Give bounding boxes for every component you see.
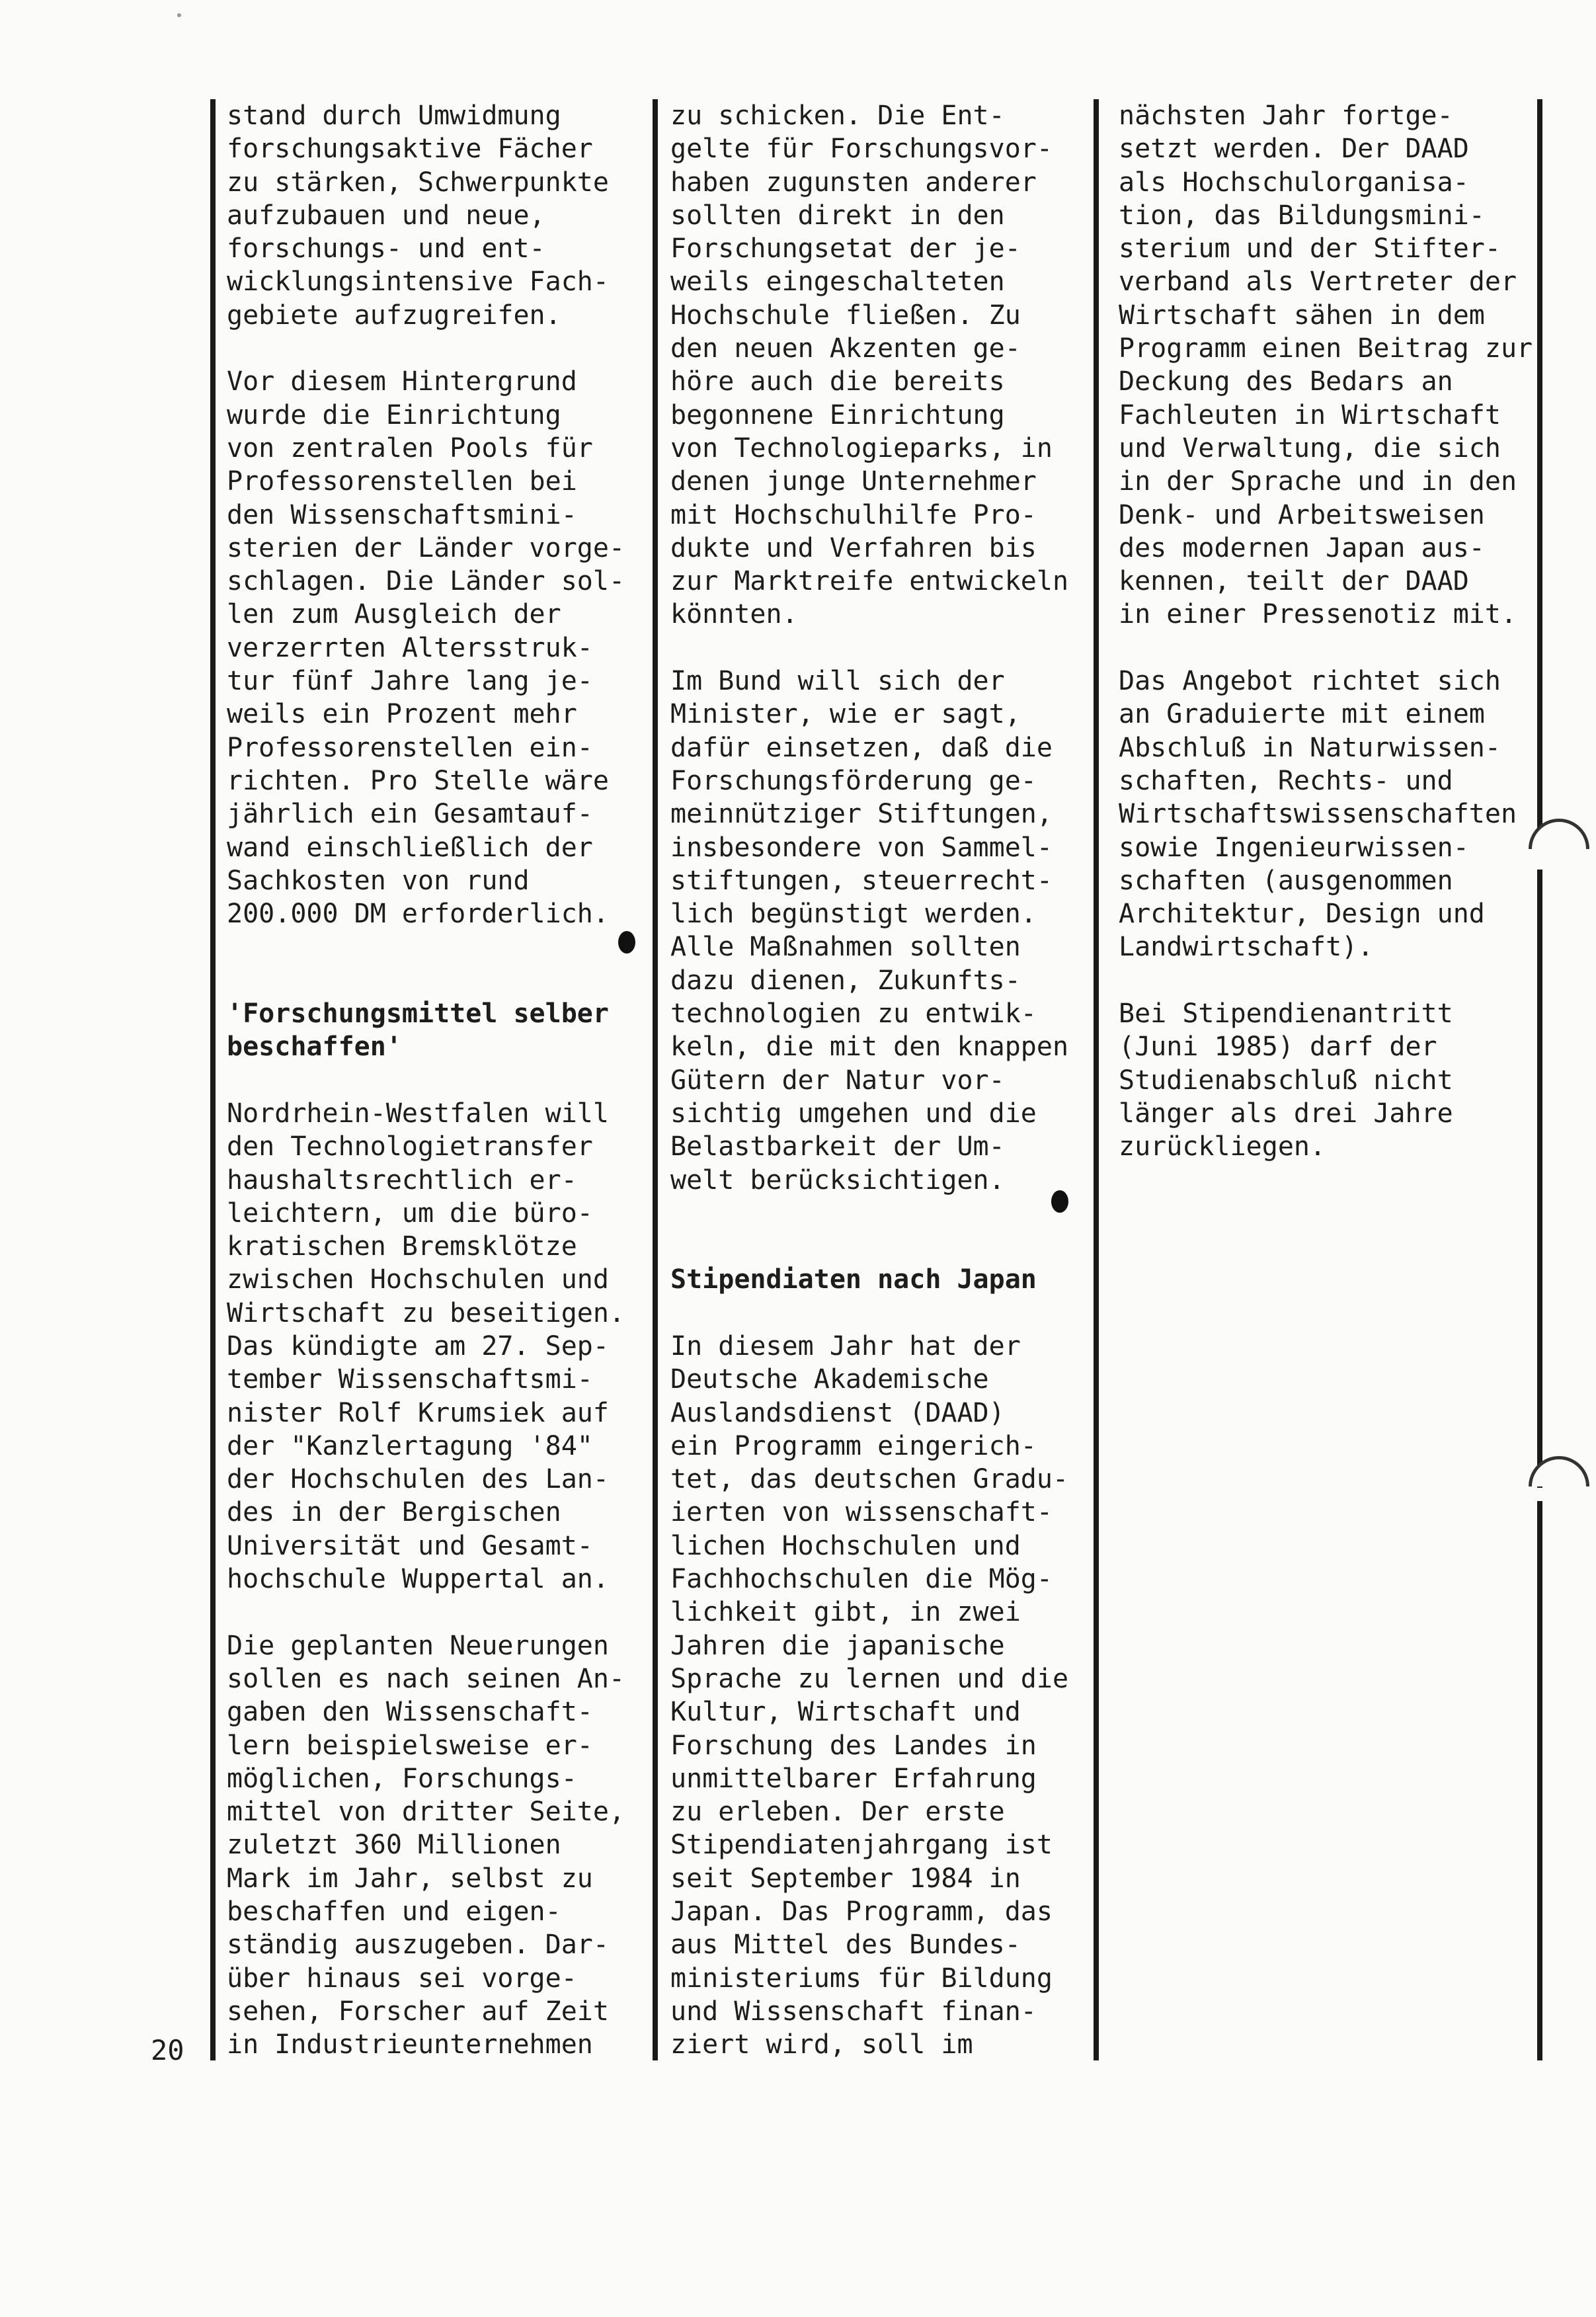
text-line: zu erleben. Der erste — [670, 1797, 1005, 1828]
text-line: sterium und der Stifter- — [1119, 233, 1501, 264]
text-line: höre auch die bereits — [670, 366, 1005, 397]
paragraph-gap — [227, 1596, 637, 1629]
paragraph-gap — [1119, 964, 1535, 997]
text-line: zuletzt 360 Millionen — [227, 1830, 561, 1861]
column-rule-right-middle — [1537, 870, 1542, 1488]
text-column-1 — [227, 99, 637, 2062]
text-line: Nordrhein-Westfalen will — [227, 1098, 609, 1129]
text-line: Die geplanten Neuerungen — [227, 1630, 609, 1661]
paragraph-gap — [227, 332, 637, 365]
text-line: (Juni 1985) darf der — [1119, 1032, 1437, 1063]
text-line: der Hochschulen des Lan- — [227, 1464, 609, 1495]
text-line: 200.000 DM erforderlich. — [227, 899, 609, 930]
text-line: schaften, Rechts- und — [1119, 765, 1453, 796]
text-line: verband als Vertreter der — [1119, 266, 1517, 298]
text-line: schaften (ausgenommen — [1119, 865, 1453, 896]
text-line: haben zugunsten anderer — [670, 167, 1037, 198]
paragraph-gap — [670, 1197, 1087, 1230]
column-rule-right-upper — [1537, 99, 1542, 840]
text-line: Stipendiatenjahrgang ist — [670, 1830, 1053, 1861]
text-line: sowie Ingenieurwissen- — [1119, 832, 1469, 863]
text-line: forschungsaktive Fächer — [227, 134, 593, 165]
text-line: Deutsche Akademische — [670, 1364, 989, 1395]
text-line: zu schicken. Die Ent- — [670, 101, 1005, 131]
text-line: tion, das Bildungsmini- — [1119, 200, 1485, 231]
text-line: Abschluß in Naturwissen- — [1119, 732, 1501, 763]
text-line: Architektur, Design und — [1119, 899, 1485, 930]
text-line: denen junge Unternehmer — [670, 466, 1037, 497]
text-line: an Graduierte mit einem — [1119, 699, 1485, 730]
text-line: weils ein Prozent mehr — [227, 699, 577, 730]
paper-speck — [177, 13, 181, 17]
text-line: Vor diesem Hintergrund — [227, 366, 577, 397]
text-line: in Industrieunternehmen — [227, 2029, 593, 2060]
text-column-3 — [1119, 99, 1535, 1164]
text-line: sichtig umgehen und die — [670, 1098, 1037, 1129]
text-line: begonnene Einrichtung — [670, 399, 1005, 430]
text-line: des modernen Japan aus- — [1119, 532, 1485, 563]
paragraph-gap — [227, 1064, 637, 1097]
text-line: Programm einen Beitrag zur — [1119, 333, 1533, 364]
column-rule-center-left — [653, 99, 658, 2060]
text-line: in einer Pressenotiz mit. — [1119, 599, 1517, 630]
text-line: meinnütziger Stiftungen, — [670, 799, 1053, 830]
text-line: Minister, wie er sagt, — [670, 699, 1021, 730]
text-line: zur Marktreife entwickeln — [670, 566, 1069, 597]
text-line: Im Bund will sich der — [670, 666, 1005, 697]
text-line: dafür einsetzen, daß die — [670, 732, 1053, 763]
text-line: ierten von wissenschaft- — [670, 1497, 1053, 1528]
text-line: beschaffen und eigen- — [227, 1896, 561, 1928]
text-line: Auslandsdienst (DAAD) — [670, 1397, 1005, 1428]
text-line: Professorenstellen ein- — [227, 732, 593, 763]
text-line: wicklungsintensive Fach- — [227, 266, 609, 298]
text-line: Mark im Jahr, selbst zu — [227, 1863, 593, 1894]
text-line: Deckung des Bedars an — [1119, 366, 1453, 397]
text-line: insbesondere von Sammel- — [670, 832, 1053, 863]
text-line: Das Angebot richtet sich — [1119, 666, 1501, 697]
text-line: Japan. Das Programm, das — [670, 1896, 1053, 1928]
text-line: Bei Stipendienantritt — [1119, 998, 1453, 1030]
text-line: Kultur, Wirtschaft und — [670, 1697, 1021, 1728]
paragraph-gap — [670, 1297, 1087, 1330]
text-line: könnten. — [670, 599, 798, 630]
text-line: den neuen Akzenten ge- — [670, 333, 1021, 364]
text-line: ständig auszugeben. Dar- — [227, 1930, 609, 1961]
text-line: von Technologieparks, in — [670, 432, 1053, 464]
text-line: Alle Maßnahmen sollten — [670, 932, 1021, 963]
text-line: lich begünstigt werden. — [670, 899, 1037, 930]
text-line: richten. Pro Stelle wäre — [227, 765, 609, 796]
column-rule-center-right — [1094, 99, 1099, 2060]
text-line: unmittelbarer Erfahrung — [670, 1763, 1037, 1794]
text-line: verzerrten Altersstruk- — [227, 632, 593, 663]
text-line: sollen es nach seinen An- — [227, 1663, 625, 1694]
text-line: jährlich ein Gesamtauf- — [227, 799, 593, 830]
text-line: ministeriums für Bildung — [670, 1963, 1053, 1994]
text-line: zwischen Hochschulen und — [227, 1264, 609, 1295]
text-line: lichen Hochschulen und — [670, 1530, 1021, 1561]
text-line: mit Hochschulhilfe Pro- — [670, 499, 1037, 530]
text-line: Hochschule fließen. Zu — [670, 300, 1021, 331]
text-line: und Verwaltung, die sich — [1119, 432, 1501, 464]
end-bullet-1 — [618, 931, 635, 954]
text-line: dazu dienen, Zukunfts- — [670, 965, 1021, 996]
text-line: Wirtschaft sähen in dem — [1119, 300, 1485, 331]
text-line: in der Sprache und in den — [1119, 466, 1517, 497]
text-line: ziert wird, soll im — [670, 2029, 973, 2060]
paragraph-gap — [227, 930, 637, 963]
text-line: Professorenstellen bei — [227, 466, 577, 497]
text-line: nister Rolf Krumsiek auf — [227, 1397, 609, 1428]
text-line: lichkeit gibt, in zwei — [670, 1597, 1021, 1628]
text-line: lern beispielsweise er- — [227, 1730, 593, 1761]
column-rule-right-lower — [1537, 1501, 1542, 2060]
text-line: keln, die mit den knappen — [670, 1032, 1069, 1063]
section-heading: beschaffen' — [227, 1032, 402, 1063]
text-line: den Wissenschaftsmini- — [227, 499, 577, 530]
text-line: Landwirtschaft). — [1119, 932, 1374, 963]
text-line: der "Kanzlertagung '84" — [227, 1430, 593, 1461]
page-number: 20 — [151, 2034, 184, 2066]
text-line: sollten direkt in den — [670, 200, 1005, 231]
text-line: nächsten Jahr fortge- — [1119, 101, 1453, 131]
paragraph-gap — [227, 964, 637, 997]
text-line: des in der Bergischen — [227, 1497, 561, 1528]
text-line: stand durch Umwidmung — [227, 101, 561, 131]
text-line: weils eingeschalteten — [670, 266, 1005, 298]
text-line: Belastbarkeit der Um- — [670, 1131, 1005, 1162]
text-line: haushaltsrechtlich er- — [227, 1164, 577, 1196]
text-line: tur fünf Jahre lang je- — [227, 666, 593, 697]
section-heading: Stipendiaten nach Japan — [670, 1264, 1037, 1295]
text-line: länger als drei Jahre — [1119, 1098, 1453, 1129]
text-column-2 — [670, 99, 1087, 2062]
text-line: technologien zu entwik- — [670, 998, 1037, 1030]
text-line: kratischen Bremsklötze — [227, 1231, 577, 1262]
text-line: zu stärken, Schwerpunkte — [227, 167, 609, 198]
text-line: Gütern der Natur vor- — [670, 1065, 1005, 1096]
text-line: Fachhochschulen die Mög- — [670, 1564, 1053, 1595]
end-bullet-2 — [1051, 1190, 1068, 1213]
text-line: sehen, Forscher auf Zeit — [227, 1996, 609, 2027]
text-line: mittel von dritter Seite, — [227, 1797, 625, 1828]
text-line: Forschungsetat der je- — [670, 233, 1021, 264]
text-line: Sachkosten von rund — [227, 865, 530, 896]
text-line: tember Wissenschaftsmi- — [227, 1364, 593, 1395]
text-line: aufzubauen und neue, — [227, 200, 545, 231]
text-line: Wirtschaft zu beseitigen. — [227, 1297, 625, 1328]
text-line: möglichen, Forschungs- — [227, 1763, 577, 1794]
paragraph-gap — [670, 631, 1087, 665]
text-line: Studienabschluß nicht — [1119, 1065, 1453, 1096]
text-line: zurückliegen. — [1119, 1131, 1326, 1162]
text-line: Denk- und Arbeitsweisen — [1119, 499, 1485, 530]
text-line: von zentralen Pools für — [227, 432, 593, 464]
text-line: Das kündigte am 27. Sep- — [227, 1330, 609, 1362]
text-line: gelte für Forschungsvor- — [670, 134, 1053, 165]
text-line: und Wissenschaft finan- — [670, 1996, 1037, 2027]
text-line: stiftungen, steuerrecht- — [670, 865, 1053, 896]
text-line: gaben den Wissenschaft- — [227, 1697, 593, 1728]
column-rule-left — [210, 99, 216, 2060]
section-heading: 'Forschungsmittel selber — [227, 998, 609, 1030]
text-line: leichtern, um die büro- — [227, 1198, 593, 1229]
text-line: Wirtschaftswissenschaften — [1119, 799, 1517, 830]
text-line: wand einschließlich der — [227, 832, 593, 863]
paragraph-gap — [670, 1230, 1087, 1263]
text-line: ein Programm eingerich- — [670, 1430, 1037, 1461]
text-line: Forschungsförderung ge- — [670, 765, 1037, 796]
text-line: forschungs- und ent- — [227, 233, 545, 264]
text-line: sterien der Länder vorge- — [227, 532, 625, 563]
text-line: wurde die Einrichtung — [227, 399, 561, 430]
text-line: seit September 1984 in — [670, 1863, 1021, 1894]
text-line: len zum Ausgleich der — [227, 599, 561, 630]
text-line: kennen, teilt der DAAD — [1119, 566, 1469, 597]
text-line: Fachleuten in Wirtschaft — [1119, 399, 1501, 430]
text-line: hochschule Wuppertal an. — [227, 1564, 609, 1595]
text-line: schlagen. Die Länder sol- — [227, 566, 625, 597]
text-line: den Technologietransfer — [227, 1131, 593, 1162]
text-line: In diesem Jahr hat der — [670, 1330, 1021, 1362]
text-line: gebiete aufzugreifen. — [227, 300, 561, 331]
text-line: Universität und Gesamt- — [227, 1530, 593, 1561]
text-line: dukte und Verfahren bis — [670, 532, 1037, 563]
text-line: über hinaus sei vorge- — [227, 1963, 577, 1994]
paragraph-gap — [1119, 631, 1535, 665]
text-line: Jahren die japanische — [670, 1630, 1005, 1661]
text-line: als Hochschulorganisa- — [1119, 167, 1469, 198]
text-line: welt berücksichtigen. — [670, 1164, 1005, 1196]
text-line: tet, das deutschen Gradu- — [670, 1464, 1069, 1495]
text-line: Forschung des Landes in — [670, 1730, 1037, 1761]
text-line: setzt werden. Der DAAD — [1119, 134, 1469, 165]
text-line: aus Mittel des Bundes- — [670, 1930, 1021, 1961]
text-line: Sprache zu lernen und die — [670, 1663, 1069, 1694]
